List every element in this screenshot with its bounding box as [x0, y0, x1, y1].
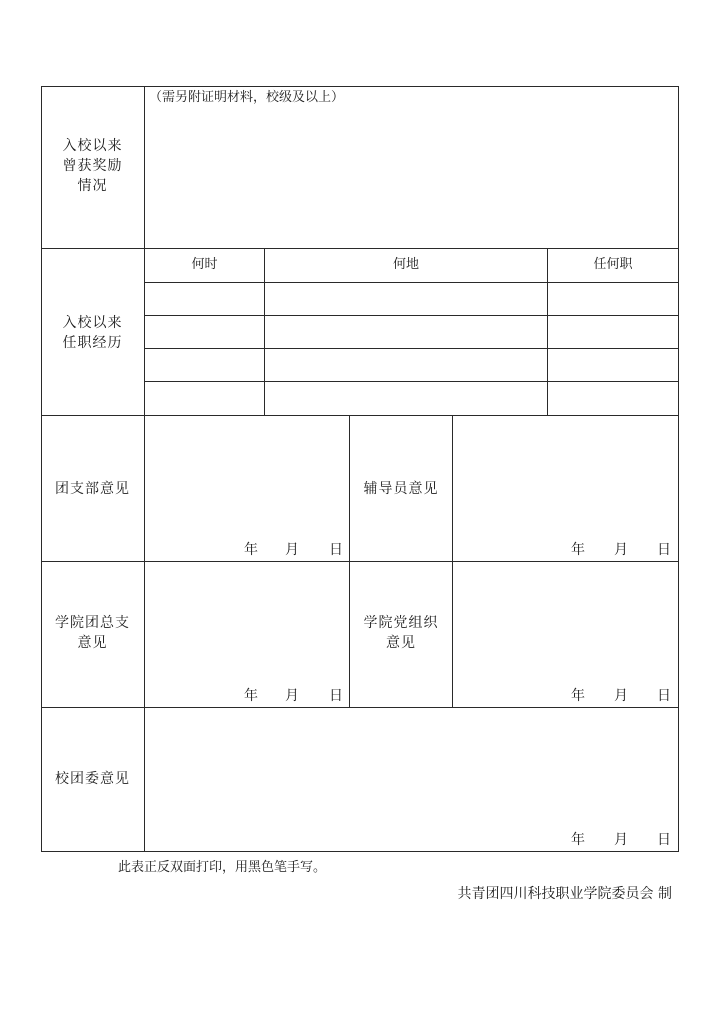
table-border-bottom: [41, 851, 679, 852]
application-form-table: [41, 86, 679, 852]
date-year: 年: [571, 688, 585, 704]
header-when: 何时: [191, 257, 218, 272]
date-day: 日: [329, 542, 343, 558]
date-day: 日: [657, 542, 671, 558]
party-organization-area[interactable]: [453, 562, 678, 707]
date-month: 月: [285, 542, 299, 558]
table-border-top: [41, 86, 679, 87]
date-year: 年: [244, 542, 258, 558]
footer-issuer: 共青团四川科技职业学院委员会 制: [457, 886, 672, 902]
date-day: 日: [329, 688, 343, 704]
positions-label-line: 任职经历: [62, 335, 123, 351]
college-general-branch-label-line: 意见: [77, 635, 108, 651]
position-row[interactable]: [145, 349, 678, 381]
college-general-branch-label-line: 学院团总支: [55, 615, 130, 631]
awards-label: [41, 136, 144, 196]
date-day: 日: [657, 832, 671, 848]
party-organization-label: [350, 613, 452, 653]
counselor-opinion-area[interactable]: [453, 416, 678, 561]
table-border-left: [41, 86, 42, 852]
school-committee-label: 校团委意见: [55, 771, 130, 787]
school-committee-area[interactable]: [145, 708, 678, 851]
date-month: 月: [614, 688, 628, 704]
awards-note: （需另附证明材料，校级及以上）: [149, 90, 345, 105]
party-organization-label-line: 学院党组织: [363, 615, 439, 631]
awards-label-line: 曾获奖励: [62, 158, 123, 174]
date-year: 年: [571, 832, 585, 848]
counselor-opinion-label: 辅导员意见: [363, 481, 439, 497]
positions-label-line: 入校以来: [62, 315, 123, 331]
college-general-branch-label: [41, 613, 144, 653]
date-year: 年: [244, 688, 258, 704]
row-divider: [41, 248, 679, 249]
date-month: 月: [614, 542, 628, 558]
position-row[interactable]: [145, 316, 678, 348]
footer-note: 此表正反双面打印，用黑色笔手写。: [118, 860, 327, 875]
header-role: 任何职: [593, 257, 633, 272]
table-border-right: [678, 86, 679, 852]
branch-opinion-label: 团支部意见: [55, 481, 130, 497]
awards-label-line: 入校以来: [62, 138, 123, 154]
date-year: 年: [571, 542, 585, 558]
col-divider: [349, 415, 350, 707]
positions-label: [41, 313, 144, 353]
date-month: 月: [614, 832, 628, 848]
header-where: 何地: [392, 257, 419, 272]
position-row[interactable]: [145, 382, 678, 415]
date-month: 月: [285, 688, 299, 704]
position-row[interactable]: [145, 283, 678, 315]
date-day: 日: [657, 688, 671, 704]
awards-label-line: 情况: [77, 178, 108, 194]
awards-input-area[interactable]: [145, 110, 678, 248]
party-organization-label-line: 意见: [386, 635, 416, 651]
